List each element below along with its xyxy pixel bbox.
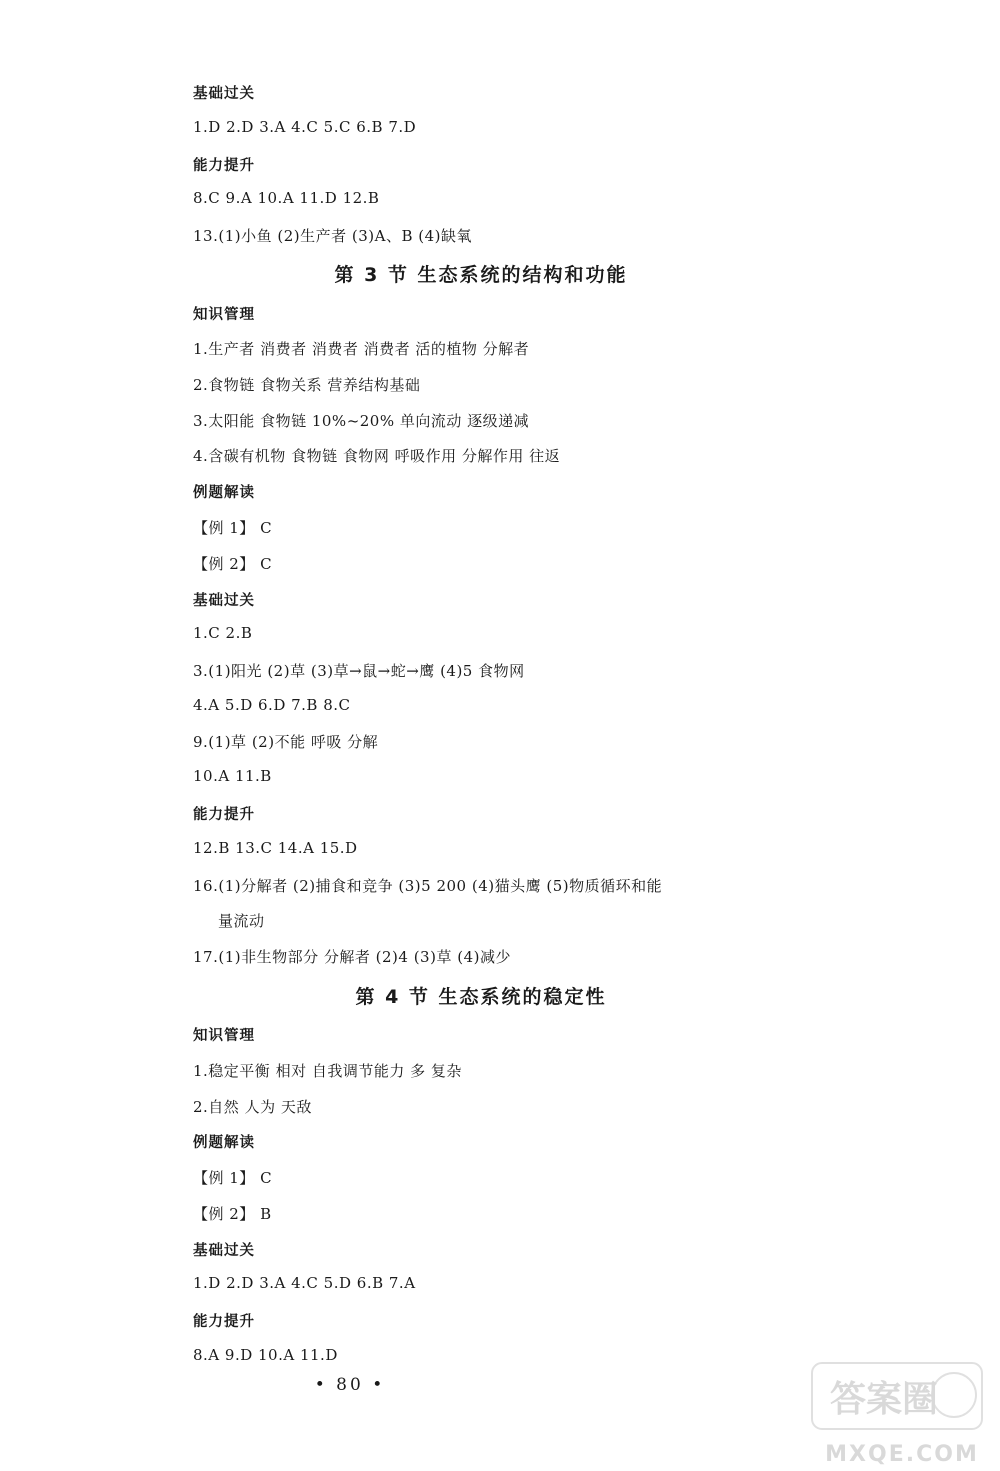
subsection-header: 能力提升 — [193, 1314, 255, 1330]
answer-line: 17.(1)非生物部分 分解者 (2)4 (3)草 (4)减少 — [193, 948, 511, 966]
answer-line: 2.自然 人为 天敌 — [193, 1098, 312, 1116]
subsection-header: 知识管理 — [193, 1028, 255, 1044]
subsection-header: 基础过关 — [193, 1243, 255, 1259]
answer-line: 1.生产者 消费者 消费者 消费者 活的植物 分解者 — [193, 340, 530, 358]
watermark-logo — [772, 1355, 1000, 1471]
answer-line: 10.A 11.B — [193, 767, 272, 785]
answer-line: 1.C 2.B — [193, 624, 253, 642]
watermark-text-top: 答案圈 — [829, 1379, 939, 1420]
answer-line: 4.A 5.D 6.D 7.B 8.C — [193, 696, 351, 714]
answer-line: 12.B 13.C 14.A 15.D — [193, 839, 358, 857]
answer-line: 8.C 9.A 10.A 11.D 12.B — [193, 189, 380, 207]
answer-line: 2.食物链 食物关系 营养结构基础 — [193, 376, 421, 394]
answer-line: 4.含碳有机物 食物链 食物网 呼吸作用 分解作用 往返 — [193, 447, 561, 465]
answer-line: 9.(1)草 (2)不能 呼吸 分解 — [193, 733, 379, 751]
answer-line: 1.D 2.D 3.A 4.C 5.D 6.B 7.A — [193, 1274, 416, 1292]
subsection-header: 例题解读 — [193, 485, 255, 501]
answer-line: 16.(1)分解者 (2)捕食和竞争 (3)5 200 (4)猫头鹰 (5)物质循环和能 — [193, 877, 663, 895]
example-answer: 【例 2】 C — [193, 555, 273, 573]
answer-line: 13.(1)小鱼 (2)生产者 (3)A、B (4)缺氧 — [193, 227, 473, 245]
answer-line: 1.D 2.D 3.A 4.C 5.C 6.B 7.D — [193, 118, 417, 136]
subsection-header: 基础过关 — [193, 593, 255, 609]
answer-line: 3.太阳能 食物链 10%~20% 单向流动 逐级递减 — [193, 412, 530, 430]
example-answer: 【例 1】 C — [193, 519, 273, 537]
answer-line: 8.A 9.D 10.A 11.D — [193, 1346, 338, 1364]
subsection-header: 例题解读 — [193, 1135, 255, 1151]
subsection-header: 基础过关 — [193, 86, 255, 102]
example-answer: 【例 2】 B — [193, 1205, 272, 1223]
section-title-4: 第 4 节 生态系统的稳定性 — [355, 986, 607, 1008]
answer-line: 3.(1)阳光 (2)草 (3)草→鼠→蛇→鹰 (4)5 食物网 — [193, 662, 525, 680]
subsection-header: 知识管理 — [193, 307, 255, 323]
watermark-text-bottom: MXQE.COM — [825, 1442, 979, 1467]
subsection-header: 能力提升 — [193, 807, 255, 823]
example-answer: 【例 1】 C — [193, 1169, 273, 1187]
subsection-header: 能力提升 — [193, 158, 255, 174]
section-title-3: 第 3 节 生态系统的结构和功能 — [334, 264, 628, 286]
answer-line-continuation: 量流动 — [218, 912, 265, 930]
answer-line: 1.稳定平衡 相对 自我调节能力 多 复杂 — [193, 1062, 462, 1080]
page-number: • 80 • — [314, 1375, 386, 1395]
